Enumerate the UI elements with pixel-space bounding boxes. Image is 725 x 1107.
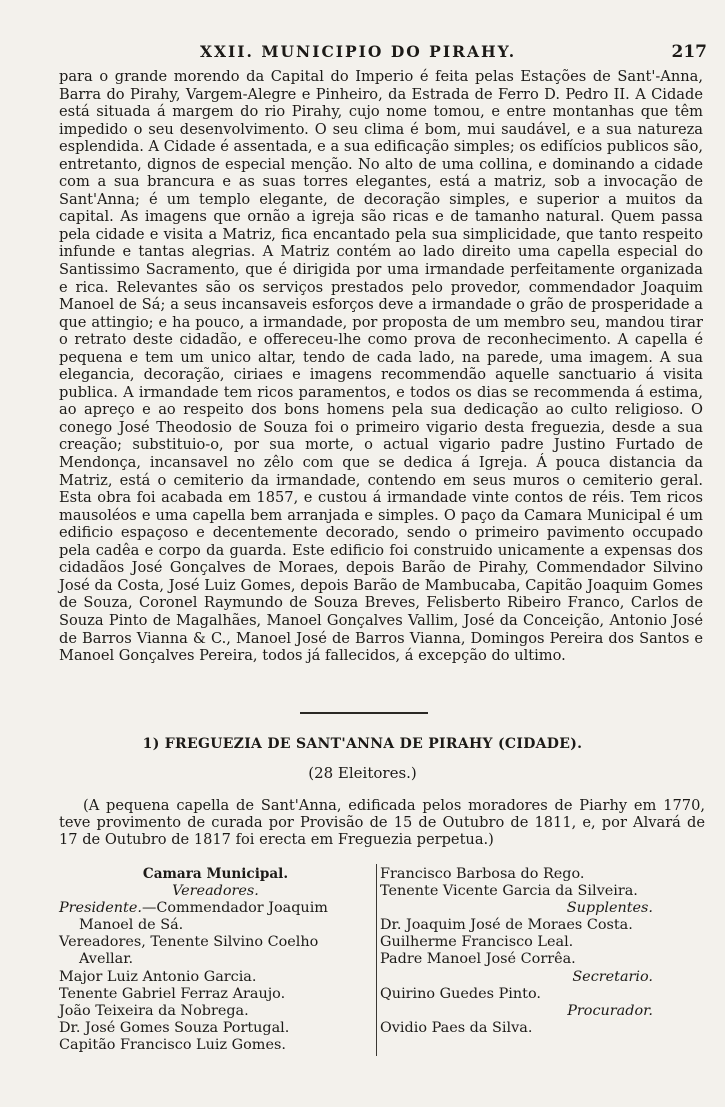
camara-heading: Camara Municipal. bbox=[142, 866, 289, 882]
parish-history: (A pequena capella de Sant'Anna, edificada pelos moradores de Piarhy em 1770, teve provimento de curada por Provisão de 15 de Outubro de 1811, e, por Alvará de 17 de Outubro de 1817 foi erecta em Freguezia perpetua.) bbox=[59, 797, 705, 848]
member-entry: Francisco Barbosa do Rego. bbox=[380, 866, 585, 882]
member-entry: Vereadores, Tenente Silvino Coelho Avellar. bbox=[59, 934, 319, 968]
page-number: 217 bbox=[671, 42, 707, 62]
supplente-entry: Guilherme Francisco Leal. bbox=[380, 934, 574, 951]
member-entry: João Teixeira da Nobrega. bbox=[59, 1002, 249, 1019]
right-column bbox=[380, 866, 693, 1037]
procurador-heading: Procurador. bbox=[567, 1002, 653, 1019]
procurador-entry: Ovidio Paes da Silva. bbox=[380, 1019, 533, 1036]
member-entry: Capitão Francisco Luiz Gomes. bbox=[59, 1036, 286, 1053]
supplente-entry: Dr. Joaquim José de Moraes Costa. bbox=[380, 917, 633, 934]
supplentes-heading: Supplentes. bbox=[566, 900, 653, 917]
supplente-entry: Padre Manoel José Corrêa. bbox=[380, 951, 576, 968]
member-entry: Tenente Gabriel Ferraz Araujo. bbox=[59, 985, 286, 1002]
president-entry bbox=[59, 900, 372, 934]
vereadores-heading: Vereadores. bbox=[172, 883, 259, 900]
president-name: —Commendador Joaquim Manoel de Sá. bbox=[79, 900, 328, 934]
chapter-title: XXII. MUNICIPIO DO PIRAHY. bbox=[200, 42, 517, 61]
section-divider bbox=[300, 712, 428, 714]
body-paragraph: para o grande morendo da Capital do Imperio é feita pelas Estações de Sant'-Anna, Barra do Pirahy, Vargem-Alegre e Pinheiro, da Estrada de Ferro D. Pedro II. A Cidade está situada á margem do rio Pirahy, cujo nome tomou, e entre montanhas que têm impedido o seu desenvolvimento. O seu clima é bom, mui saudável, e a sua natureza esplendida. A Cidade é assentada, e a sua edificação simples; os edifícios publicos são, entretanto, dignos de especial menção. No alto de uma collina, e dominando a cidade com a sua brancura e as suas torres elegantes, está a matriz, sob a invocação de Sant'Anna; é um templo elegante, de decoração simples, e superior a muitos da capital. As imagens que ornão a igreja são ricas e de tamanho natural. Quem passa pela cidade e visita a Matriz, fica encantado pela sua simplicidade, que tanto respeito infunde e tantas alegrias. A Matriz contém ao lado direito uma capella especial do Santissimo Sacramento, que é dirigida por uma irmandade perfeitamente organizada e rica. Relevantes são os serviços prestados pelo provedor, commendador Joaquim Manoel de Sá; a seus incansaveis esforços deve a irmandade o grão de prosperidade a que attingio; e ha pouco, a irmandade, por proposta de um membro seu, mandou tirar o retrato deste cidadão, e offereceu-lhe como prova de reconhecimento. A capella é pequena e tem um unico altar, tendo de cada lado, na parede, uma imagem. A sua elegancia, decoração, ciriaes e imagens recommendão aquelle sanctuario á visita publica. A irmandade tem ricos paramentos, e todos os dias se recommenda á estima, ao apreço e ao respeito dos bons homens pela sua dedicação ao culto religioso. O conego José Theodosio de Souza foi o primeiro vigario desta freguezia, desde a sua creação; substituio-o, por sua morte, o actual vigario padre Justino Furtado de Mendonça, incansavel no zêlo com que se dedica á Igreja. Á pouca distancia da Matriz, está o cemiterio da irmandade, contendo em seus muros o cemiterio geral. Esta obra foi acabada em 1857, e custou á irmandade vinte contos de réis. Tem ricos mausoléos e uma capella bem arranjada e simples. O paço da Camara Municipal é um edificio espaçoso e decentemente decorado, sendo o primeiro pavimento occupado pela cadêa e corpo da guarda. Este edificio foi construido unicamente a expensas dos cidadãos José Gonçalves de Moraes, depois Barão de Pirahy, Commendador Silvino José da Costa, José Luiz Gomes, depois Barão de Mambucaba, Capitão Joaquim Gomes de Souza, Coronel Raymundo de Souza Breves, Felisberto Ribeiro Franco, Carlos de Souza Pinto de Magalhães, Manoel Gonçalves Vallim, José da Conceição, Antonio José de Barros Vianna & C., Manoel José de Barros Vianna, Domingos Pereira dos Santos e Manoel Gonçalves Pereira, todos já fallecidos, á excepção do ultimo. bbox=[59, 68, 703, 665]
member-entry: Dr. José Gomes Souza Portugal. bbox=[59, 1019, 290, 1036]
secretario-heading: Secretario. bbox=[572, 968, 653, 985]
page-header bbox=[60, 42, 707, 66]
secretario-entry: Quirino Guedes Pinto. bbox=[380, 985, 541, 1002]
president-label: Presidente. bbox=[59, 900, 142, 917]
section-title: 1) FREGUEZIA DE SANT'ANNA DE PIRAHY (CIDADE). bbox=[142, 736, 583, 752]
member-entry: Tenente Vicente Garcia da Silveira. bbox=[380, 883, 638, 900]
column-divider bbox=[376, 864, 377, 1056]
member-entry: Major Luiz Antonio Garcia. bbox=[59, 968, 257, 985]
electors-count: (28 Eleitores.) bbox=[308, 764, 417, 782]
left-column bbox=[59, 866, 372, 1054]
